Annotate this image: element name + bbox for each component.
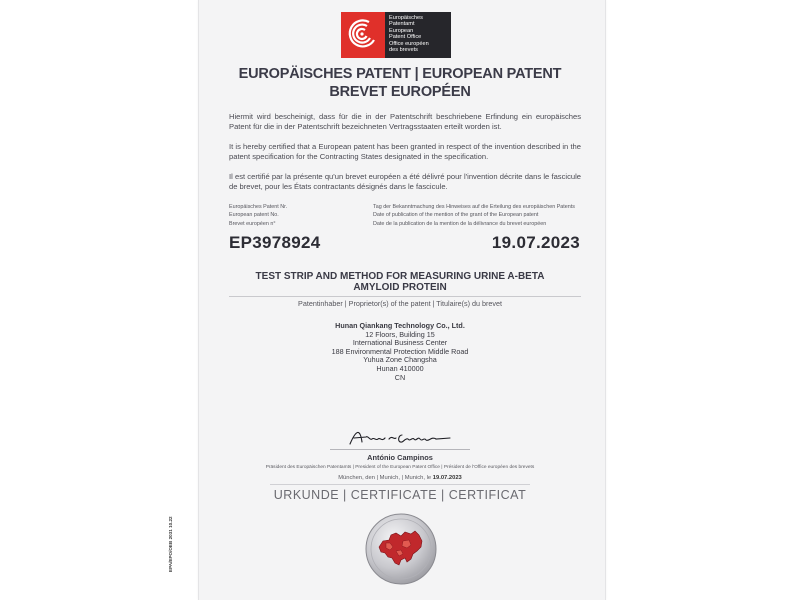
- signature-icon: [346, 426, 456, 450]
- signatory-name: António Campinos: [367, 453, 433, 462]
- paragraph-german: Hiermit wird bescheinigt, dass für die in der Patentschrift beschriebene Erfindung ein europäisches Patent für die in der Patentschrift bezeichneten Vertragsstaaten erteilt worden ist.: [229, 112, 581, 132]
- signing-place: München, den | Munich, | Munich, le: [338, 475, 432, 481]
- signing-date: 19.07.2023: [432, 475, 462, 481]
- address-line: 188 Environmental Protection Middle Road: [331, 346, 469, 356]
- patent-number: EP3978924: [229, 233, 321, 252]
- invention-title-line-1: TEST STRIP AND METHOD FOR MEASURING URINE A-BETA: [255, 271, 545, 282]
- form-code: EPA/EPO/OEB 2031 10.22: [168, 516, 173, 572]
- address-line: 12 Floors, Building 15: [365, 329, 435, 339]
- patent-number-labels: Europäisches Patent Nr. European patent No. Brevet européen n°: [229, 204, 288, 227]
- signature-line: [330, 449, 470, 450]
- epo-logo-mark-icon: [341, 12, 385, 58]
- divider: [229, 296, 581, 297]
- paragraph-french: Il est certifié par la présente qu'un brevet européen a été délivré pour l'invention décrite dans le fascicule de brevet, pour les États contractants désignés dans le fascicule.: [229, 172, 581, 192]
- divider: [270, 484, 530, 485]
- address-line: International Business Center: [352, 338, 448, 348]
- epo-logo-text: Europäisches Patentamt European Patent Office Office européen des brevets: [385, 12, 451, 58]
- address-line: Yuhua Zone Changsha: [363, 355, 437, 365]
- holder-label: Patentinhaber | Proprietor(s) of the patent | Titulaire(s) du brevet: [298, 299, 502, 308]
- signing-place-date: [230, 475, 570, 481]
- signatory-title: Präsident des Europäischen Patentamts | President of the European Patent Office | Président de l'Office européen des brevets: [265, 465, 535, 470]
- grant-date: 19.07.2023: [491, 233, 580, 252]
- heading-line-2: BREVET EUROPÉEN: [329, 84, 471, 100]
- address-line: CN: [394, 372, 406, 382]
- holder-block: [260, 322, 540, 382]
- heading-line-1: EUROPÄISCHES PATENT | EUROPEAN PATENT: [238, 66, 562, 82]
- paragraph-english: It is hereby certified that a European patent has been granted in respect of the invention described in the patent specification for the Contracting States designated in the specification.: [229, 142, 581, 162]
- holder-name: Hunan Qiankang Technology Co., Ltd.: [335, 321, 465, 330]
- address-line: Hunan 410000: [376, 363, 424, 373]
- grant-date-labels: Tag der Bekanntmachung des Hinweises auf die Erteilung des europäischen Patents Date of publication of the mention of the grant of the European patent Date de la publication de la mention de la délivrance du brevet européen: [373, 204, 575, 227]
- europe-seal-icon: [365, 513, 437, 585]
- certificate-heading: URKUNDE | CERTIFICATE | CERTIFICAT: [273, 488, 527, 502]
- invention-title-line-2: AMYLOID PROTEIN: [353, 282, 447, 293]
- epo-logo: [341, 12, 451, 58]
